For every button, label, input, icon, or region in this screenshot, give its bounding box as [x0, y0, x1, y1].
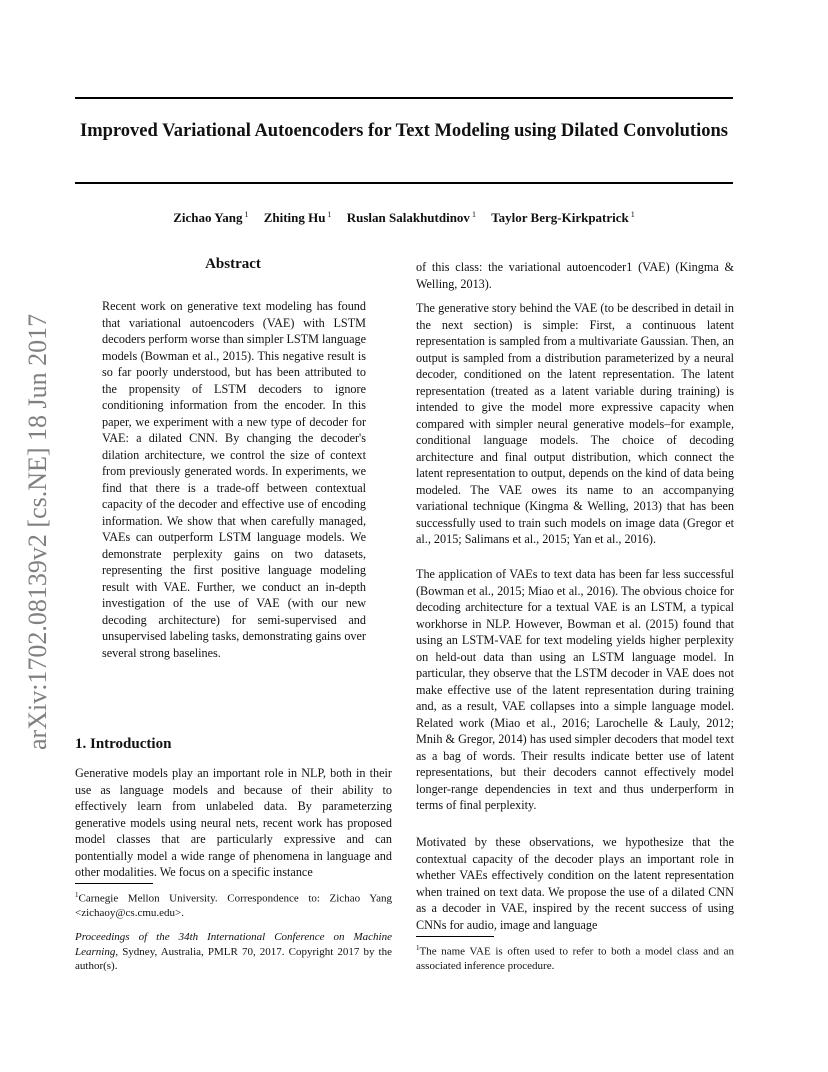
footnote-affiliation: $^1$Carnegie Mellon University. Correspondence to: Zichao Yang <zichaoy@cs.cmu.edu>. [75, 891, 392, 920]
proceedings-note: Proceedings of the 34th International Conference on Machine Learning, Sydney, Australia, PMLR 70, 2017. Copyright 2017 by the author(s). [75, 931, 392, 972]
right-paragraph-1: of this class: the variational autoencoder1 (VAE) (Kingma & Welling, 2013). [416, 260, 734, 291]
right-paragraph-3: The application of VAEs to text data has been far less successful (Bowman et al., 2015; Miao et al., 2016). The obvious choice for decoding architecture for a textual VAE is an LSTM, a typical workhorse in NLP. However, Bowman et al. (2015) found that using an LSTM-VAE for text modeling yields higher perplexity on held-out data than using an LSTM language model. In particular, they observe that the LSTM decoder in VAE does not make effective use of the latent representation during training and, as a result, VAE collapses into a simple language model. Related work (Miao et al., 2016; Larochelle & Lauly, 2012; Mnih & Gregor, 2014) has used simpler decoders that model text as a bag of words. Their results indicate better use of latent representations, but their decoders cannot effectively model longer-range dependencies in text and thus underperform in terms of final perplexity. [416, 567, 734, 812]
author: Zhiting Hu $^1$ [263, 210, 332, 225]
footnote-rule-right [416, 936, 494, 937]
author: Zichao Yang $^1$ [173, 210, 249, 225]
title-bottom-rule [75, 182, 733, 184]
right-paragraph-2: The generative story behind the VAE (to be described in detail in the next section) is simple: First, a continuous latent representation is sampled from a multivariate Gaussian. Then, an output is sampled from a distribution parameterized by a neural decoder, conditioned on the latent representation. The latent representation (treated as a latent variable during training) is intended to give the model more expressive capacity when compared with simpler neural generative models–for example, conditional language models. The choice of decoding architecture and final output distribution, which connect the latent representation to output, depends on the kind of data being modeled. The VAE owes its name to an accompanying variational technique (Kingma & Welling, 2013) that has been successfully used to train such models on image data (Gregor et al., 2015; Salimans et al., 2015; Yan et al., 2016). [416, 301, 734, 546]
section-heading-introduction: 1. Introduction [75, 736, 172, 752]
abstract-heading: Abstract [205, 256, 261, 272]
paper-title: Improved Variational Autoencoders for Text Modeling using Dilated Convolutions [80, 121, 728, 141]
author: Taylor Berg-Kirkpatrick $^1$ [491, 210, 635, 225]
footnote-rule-left [75, 883, 153, 884]
arxiv-stamp: arXiv:1702.08139v2 [cs.NE] 18 Jun 2017 [23, 313, 52, 750]
abstract-text: Recent work on generative text modeling has found that variational autoencoders (VAE) with LSTM decoders perform worse than simpler LSTM language models (Bowman et al., 2015). This negative result is so far poorly understood, but has been attributed to the propensity of LSTM decoders to ignore conditioning information from the encoder. In this paper, we experiment with a new type of decoder for VAE: a dilated CNN. By changing the decoder's dilation architecture, we control the size of context from previously generated words. In experiments, we find that there is a trade-off between contextual capacity of the decoder and effective use of encoding information. We show that when carefully managed, VAEs can outperform LSTM language models. We demonstrate perplexity gains on two datasets, representing the first positive language modeling result with VAE. Further, we conduct an in-depth investigation of the use of VAE (with our new decoding architecture) for semi-supervised and unsupervised labeling tasks, demonstrating gains over several strong baselines. [102, 299, 366, 660]
title-top-rule [75, 97, 733, 99]
author-list [75, 210, 733, 226]
right-paragraph-4: Motivated by these observations, we hypothesize that the contextual capacity of the decoder plays an important role in whether VAEs effectively condition on the latent representation when trained on text data. We propose the use of a dilated CNN as a decoder in VAE, inspired by the recent success of using CNNs for audio, image and language [416, 835, 734, 932]
footnote-vae: $^1$The name VAE is often used to refer to both a model class and an associated inference procedure. [416, 944, 734, 973]
author: Ruslan Salakhutdinov $^1$ [346, 210, 476, 225]
intro-paragraph: Generative models play an important role in NLP, both in their use as language models and because of their ability to effectively learn from unlabeled data. By parameterzing generative models using neural nets, recent work has proposed model classes that are particularly expressive and can pontentially model a wide range of phenomena in language and other modalities. We focus on a specific instance [75, 766, 392, 879]
